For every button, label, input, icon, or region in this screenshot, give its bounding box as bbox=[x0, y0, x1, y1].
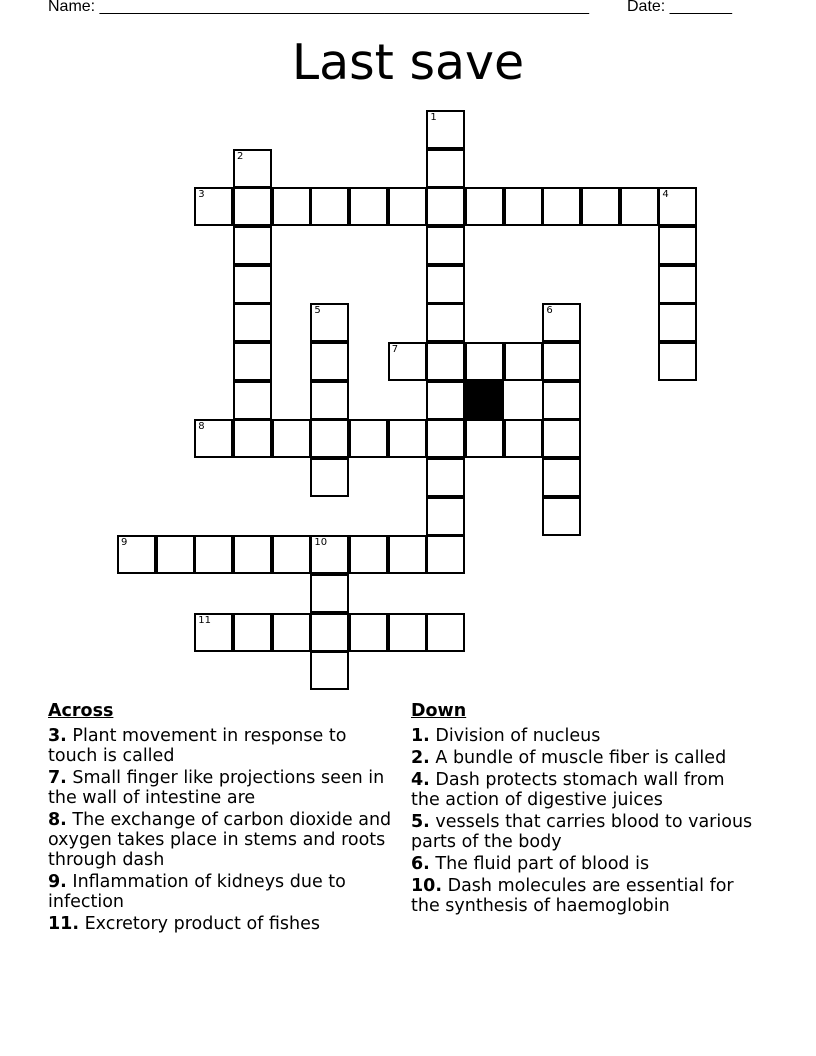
across-clue bbox=[48, 768, 393, 808]
clue-number: 5. bbox=[411, 812, 430, 832]
crossword-cell[interactable] bbox=[233, 342, 272, 381]
clue-number: 2. bbox=[411, 748, 430, 768]
crossword-cell[interactable] bbox=[310, 381, 349, 420]
crossword-cell[interactable] bbox=[310, 342, 349, 381]
clue-number: 3. bbox=[48, 726, 67, 746]
crossword-cell[interactable] bbox=[349, 187, 388, 226]
cell-number: 1 bbox=[430, 112, 437, 123]
clue-text: Dash molecules are essential for the synthesis of haemoglobin bbox=[411, 876, 734, 916]
across-clues bbox=[48, 701, 393, 936]
cell-number: 7 bbox=[391, 344, 399, 355]
crossword-cell[interactable] bbox=[310, 535, 349, 574]
clue-text: Division of nucleus bbox=[435, 726, 601, 746]
crossword-cell[interactable] bbox=[310, 613, 349, 652]
crossword-block bbox=[465, 381, 504, 420]
name-field: Name: _______________________________________________________ bbox=[48, 0, 589, 15]
crossword-cell[interactable] bbox=[310, 187, 349, 226]
crossword-cell[interactable] bbox=[233, 187, 272, 226]
crossword-cell[interactable] bbox=[658, 226, 697, 265]
down-clue bbox=[411, 726, 756, 746]
crossword-cell[interactable] bbox=[658, 342, 697, 381]
clue-number: 1. bbox=[411, 726, 430, 746]
cell-number: 3 bbox=[198, 189, 205, 201]
crossword-cell[interactable] bbox=[426, 149, 465, 188]
crossword-cell[interactable] bbox=[542, 497, 581, 536]
crossword-cell[interactable] bbox=[542, 342, 581, 381]
page-title: Last save bbox=[291, 34, 525, 91]
cell-number: 11 bbox=[198, 614, 212, 626]
down-heading: Down bbox=[411, 701, 467, 721]
down-clue bbox=[411, 812, 756, 852]
clue-text: Dash protects stomach wall from the action of digestive juices bbox=[411, 770, 725, 810]
crossword-cell[interactable] bbox=[426, 419, 465, 458]
clue-text: Inflammation of kidneys due to infection bbox=[48, 872, 346, 912]
clue-number: 9. bbox=[48, 872, 67, 892]
date-field: Date: _______ bbox=[627, 0, 732, 15]
down-clue bbox=[411, 770, 756, 810]
crossword-cell[interactable] bbox=[658, 303, 697, 342]
clue-text: Plant movement in response to touch is called bbox=[48, 726, 347, 766]
cell-number: 6 bbox=[546, 305, 553, 317]
crossword-cell[interactable] bbox=[233, 613, 272, 652]
crossword-cell[interactable] bbox=[426, 110, 465, 149]
crossword-cell[interactable] bbox=[426, 381, 465, 420]
crossword-cell[interactable] bbox=[426, 535, 465, 574]
crossword-cell[interactable] bbox=[310, 303, 349, 342]
crossword-cell[interactable] bbox=[426, 342, 465, 381]
clue-number: 4. bbox=[411, 770, 430, 790]
crossword-cell[interactable] bbox=[194, 535, 233, 574]
crossword-cell[interactable] bbox=[272, 419, 311, 458]
crossword-cell[interactable] bbox=[194, 187, 233, 226]
down-clue bbox=[411, 876, 756, 916]
crossword-cell[interactable] bbox=[504, 187, 543, 226]
crossword-cell[interactable] bbox=[388, 187, 427, 226]
crossword-cell[interactable] bbox=[233, 419, 272, 458]
clue-number: 8. bbox=[48, 810, 67, 830]
clue-text: The fluid part of blood is bbox=[435, 854, 650, 874]
crossword-cell[interactable] bbox=[272, 535, 311, 574]
down-clue bbox=[411, 854, 756, 874]
crossword-cell[interactable] bbox=[388, 613, 427, 652]
crossword-cell[interactable] bbox=[426, 458, 465, 497]
crossword-cell[interactable] bbox=[542, 458, 581, 497]
crossword-cell[interactable] bbox=[426, 187, 465, 226]
crossword-cell[interactable] bbox=[194, 419, 233, 458]
crossword-cell[interactable] bbox=[504, 342, 543, 381]
crossword-cell[interactable] bbox=[542, 381, 581, 420]
cell-number: 2 bbox=[237, 150, 244, 162]
crossword-cell[interactable] bbox=[233, 535, 272, 574]
across-clue bbox=[48, 914, 393, 934]
crossword-cell[interactable] bbox=[233, 226, 272, 265]
crossword-cell[interactable] bbox=[426, 226, 465, 265]
crossword-cell[interactable] bbox=[542, 303, 581, 342]
cell-number: 5 bbox=[314, 305, 321, 317]
crossword-cell[interactable] bbox=[388, 419, 427, 458]
crossword-cell[interactable] bbox=[117, 535, 156, 574]
crossword-cell[interactable] bbox=[349, 613, 388, 652]
crossword-cell[interactable] bbox=[194, 613, 233, 652]
clue-text: Small finger like projections seen in the wall of intestine are bbox=[48, 768, 385, 808]
clue-number: 11. bbox=[48, 914, 80, 934]
crossword-cell[interactable] bbox=[310, 419, 349, 458]
crossword-cell[interactable] bbox=[465, 419, 504, 458]
crossword-cell[interactable] bbox=[233, 149, 272, 188]
clue-text: A bundle of muscle fiber is called bbox=[435, 748, 727, 768]
crossword-cell[interactable] bbox=[310, 574, 349, 613]
crossword-cell[interactable] bbox=[542, 187, 581, 226]
crossword-cell[interactable] bbox=[465, 187, 504, 226]
crossword-cell[interactable] bbox=[310, 458, 349, 497]
crossword-cell[interactable] bbox=[426, 613, 465, 652]
down-clue bbox=[411, 748, 756, 768]
clue-number: 6. bbox=[411, 854, 430, 874]
crossword-cell[interactable] bbox=[349, 419, 388, 458]
crossword-cell[interactable] bbox=[388, 535, 427, 574]
across-clue bbox=[48, 810, 393, 870]
crossword-cell[interactable] bbox=[426, 303, 465, 342]
crossword-cell[interactable] bbox=[272, 613, 311, 652]
crossword-cell[interactable] bbox=[388, 342, 427, 381]
cell-number: 9 bbox=[121, 537, 128, 549]
cell-number: 10 bbox=[314, 537, 328, 549]
down-clues bbox=[411, 701, 756, 918]
crossword-cell[interactable] bbox=[310, 651, 349, 690]
cell-number: 8 bbox=[198, 421, 205, 433]
crossword-cell[interactable] bbox=[349, 535, 388, 574]
crossword-cell[interactable] bbox=[658, 187, 697, 226]
crossword-cell[interactable] bbox=[426, 497, 465, 536]
across-clue bbox=[48, 872, 393, 912]
crossword-cell[interactable] bbox=[426, 265, 465, 304]
crossword-cell[interactable] bbox=[233, 381, 272, 420]
across-clue bbox=[48, 726, 393, 766]
clue-text: vessels that carries blood to various parts of the body bbox=[411, 812, 753, 852]
across-heading: Across bbox=[48, 701, 114, 721]
crossword-cell[interactable] bbox=[233, 265, 272, 304]
crossword-cell[interactable] bbox=[658, 265, 697, 304]
crossword-cell[interactable] bbox=[233, 303, 272, 342]
clue-number: 7. bbox=[48, 768, 67, 788]
clue-number: 10. bbox=[411, 876, 443, 896]
clue-text: The exchange of carbon dioxide and oxygen takes place in stems and roots through dash bbox=[48, 810, 392, 870]
crossword-cell[interactable] bbox=[504, 419, 543, 458]
crossword-cell[interactable] bbox=[272, 187, 311, 226]
crossword-cell[interactable] bbox=[542, 419, 581, 458]
crossword-cell[interactable] bbox=[620, 187, 659, 226]
crossword-cell[interactable] bbox=[156, 535, 195, 574]
crossword-cell[interactable] bbox=[465, 342, 504, 381]
cell-number: 4 bbox=[662, 189, 669, 201]
clue-text: Excretory product of fishes bbox=[84, 914, 320, 934]
crossword-cell[interactable] bbox=[581, 187, 620, 226]
